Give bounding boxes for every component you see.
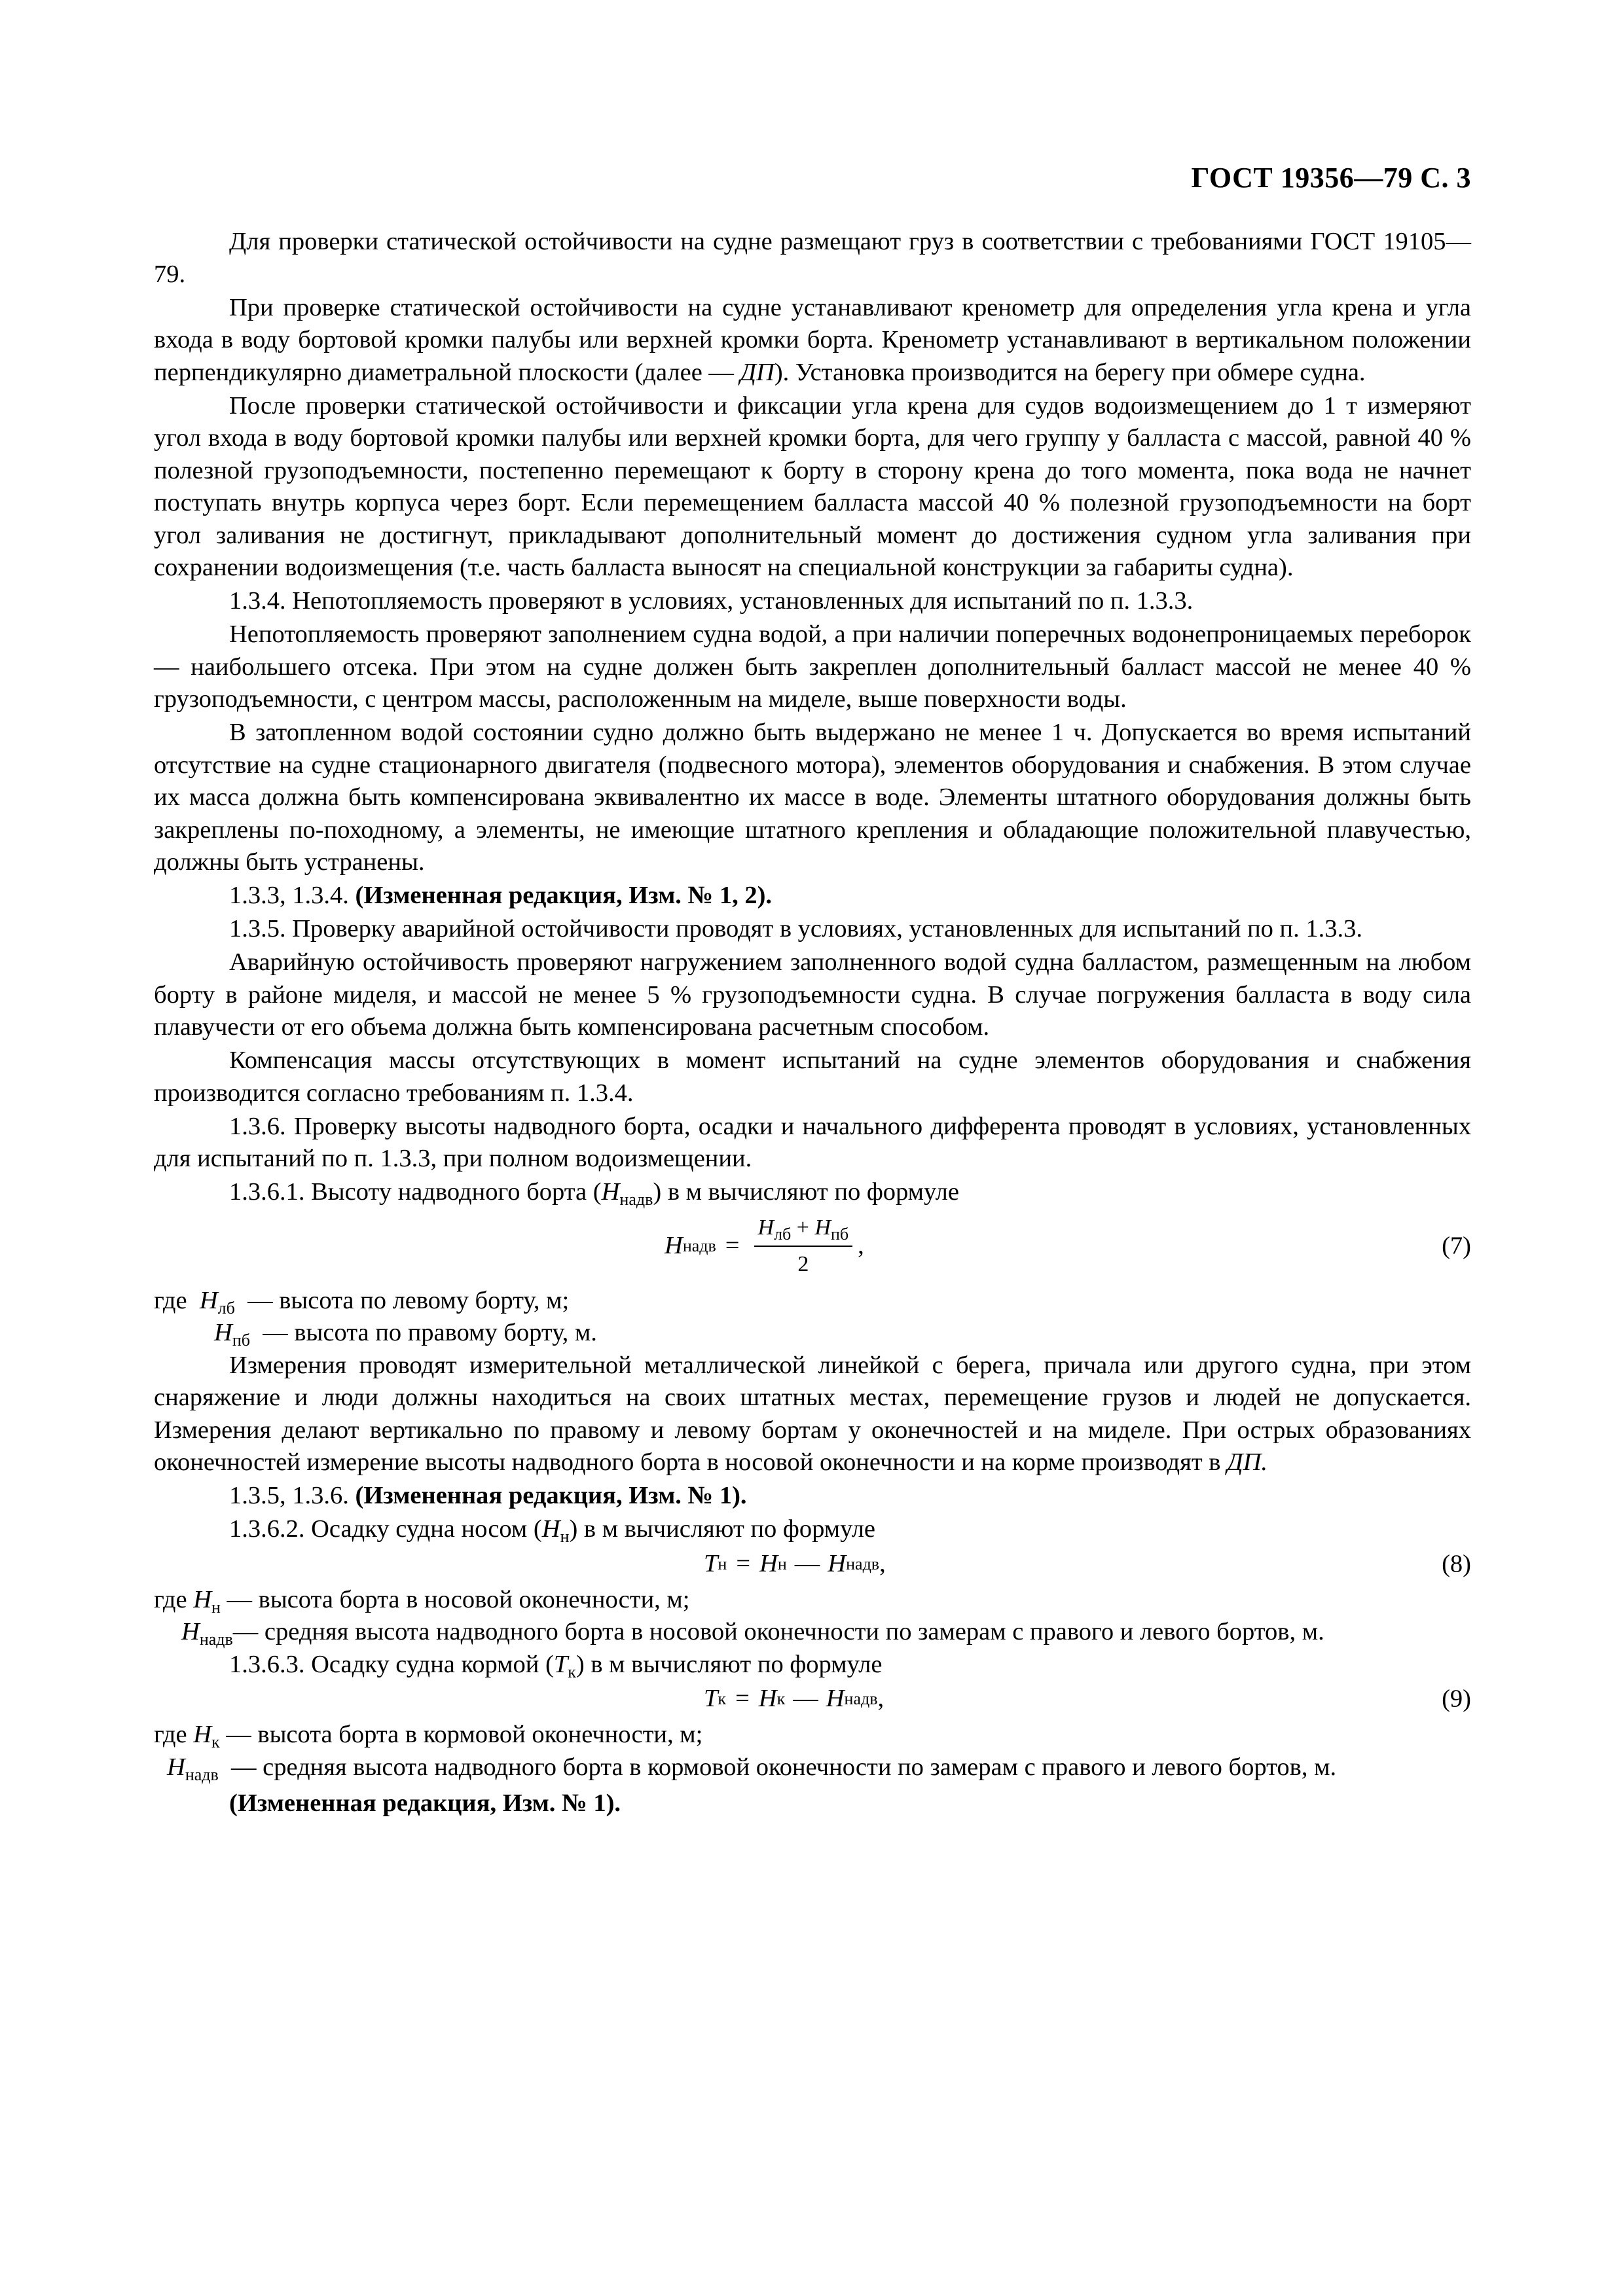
formula-9: T к = H к — H надв , (9) [154, 1682, 1471, 1716]
paragraph: В затопленном водой состоянии судно должно быть выдержано не менее 1 ч. Допускается во время испытаний отсутствие на судне стационарного двигателя (подвесного мотора), элементов оборудования и снабжения. В этом случае их масса должна быть компенсирована эквивалентно их массе в воде. Элементы штатного оборудования должны быть закреплены по-походному, а элементы, не имеющие штатного крепления и обладающие положительной плавучестью, должны быть устранены. [154, 719, 1471, 876]
clause-1-3-4: 1.3.4. Непотопляемость проверяют в условиях, установленных для испытаний по п. 1.3.3. [229, 587, 1194, 615]
definition: $H_{пб}$ — высота по правому борту, м. [214, 1319, 597, 1350]
definition: $H_{надв}$ — средняя высота надводного борта в кормовой оконечности по замерам с правого и левого бортов, м. [167, 1753, 1337, 1784]
equation-number: (8) [1442, 1549, 1471, 1577]
revision-note: (Измененная редакция, Изм. № 1). [229, 1789, 621, 1817]
equation-number: (9) [1442, 1685, 1471, 1713]
paragraph: Для проверки статической остойчивости на судне размещают груз в соответствии с требованиями ГОСТ 19105—79. [154, 228, 1471, 288]
revision-note: 1.3.5, 1.3.6. (Измененная редакция, Изм. № 1). [229, 1482, 747, 1509]
paragraph: Аварийную остойчивость проверяют нагружением заполненного водой судна балластом, размещенным на любом борту в районе миделя, и массой не менее 5 % грузоподъемности судна. В случае погружения балласта в воду сила плавучести от его объема должна быть компенсирована расчетным способом. [154, 948, 1471, 1041]
definition: где $H_{лб}$ — высота по левому борту, м; [154, 1286, 570, 1318]
definition: $H_{надв}$ — средняя высота надводного борта в носовой оконечности по замерам с правого и левого бортов, м. [181, 1618, 1324, 1649]
paragraph: При проверке статической остойчивости на судне устанавливают кренометр для определения угла крена и угла входа в воду бортовой кромки палубы или верхней кромки борта. Кренометр устанавливают в вертикальном положении перпендикулярно диаметральной плоскости (далее — ДП). Установка производится на берегу при обмере судна. [154, 293, 1471, 386]
clause-1-3-6-2: 1.3.6.2. Осадку судна носом $(H_н)$ в м вычисляют по формуле [229, 1515, 876, 1546]
paragraph: Компенсация массы отсутствующих в момент испытаний на судне элементов оборудования и снабжения производится согласно требованиям п. 1.3.4. [154, 1047, 1471, 1107]
document-body [154, 226, 1471, 1821]
page-header: ГОСТ 19356—79 С. 3 [1191, 162, 1471, 194]
clause-1-3-6-1: 1.3.6.1. Высоту надводного борта $(H_{надв})$ в м вычисляют по формуле [229, 1178, 959, 1209]
definition: где $H_к$ — высота борта в кормовой оконечности, м; [154, 1721, 703, 1751]
clause-1-3-6-3: 1.3.6.3. Осадку судна кормой $(T_к)$ в м вычисляют по формуле [229, 1650, 883, 1681]
definition: где $H_н$ — высота борта в носовой оконечности, м; [154, 1585, 690, 1617]
paragraph: После проверки статической остойчивости и фиксации угла крена для судов водоизмещением до 1 т измеряют угол входа в воду бортовой кромки палубы или верхней кромки борта, для чего группу у балласта с массой, равной 40 % полезной грузоподъемности, постепенно перемещают к борту в сторону крена до того момента, пока вода не начнет поступать внутрь корпуса через борт. Если перемещением балласта массой 40 % полезной грузоподъемности на борт угол заливания не достигнут, прикладывают дополнительный момент до достижения судном угла заливания при сохранении водоизмещения (т.е. часть балласта выносят на специальной конструкции за габариты судна). [154, 391, 1471, 581]
formula-8: T н = H н — H надв , (8) [154, 1547, 1471, 1581]
revision-note: 1.3.3, 1.3.4. (Измененная редакция, Изм. № 1, 2). [229, 882, 773, 909]
paragraph: Непотопляемость проверяют заполнением судна водой, а при наличии поперечных водонепроницаемых переборок — наибольшего отсека. При этом на судне должен быть закреплен дополнительный балласт массой не менее 40 % грузоподъемности, с центром массы, расположенным на миделе, выше поверхности воды. [154, 620, 1471, 713]
paragraph: Измерения проводят измерительной металлической линейкой с берега, причала или другого судна, при этом снаряжение и люди должны находиться на своих штатных местах, перемещение грузов и людей не допускается. Измерения делают вертикально по правому и левому бортам у оконечностей и на миделе. При острых образованиях оконечностей измерение высоты надводного борта в носовой оконечности и на корме производят в ДП. [154, 1351, 1471, 1476]
equation-number: (7) [1442, 1231, 1471, 1259]
fraction: $\frac{H_{лб} + H_{пб}}{2}$ [754, 1211, 853, 1280]
formula-7: H надв = $\frac{H_{лб} + H_{пб}}{2}$ , (7) [154, 1210, 1471, 1282]
clause-1-3-5: 1.3.5. Проверку аварийной остойчивости проводят в условиях, установленных для испытаний по п. 1.3.3. [229, 915, 1363, 942]
clause-1-3-6: 1.3.6. Проверку высоты надводного борта, осадки и начального дифферента проводят в условиях, установленных для испытаний по п. 1.3.3, при полном водоизмещении. [154, 1112, 1471, 1172]
